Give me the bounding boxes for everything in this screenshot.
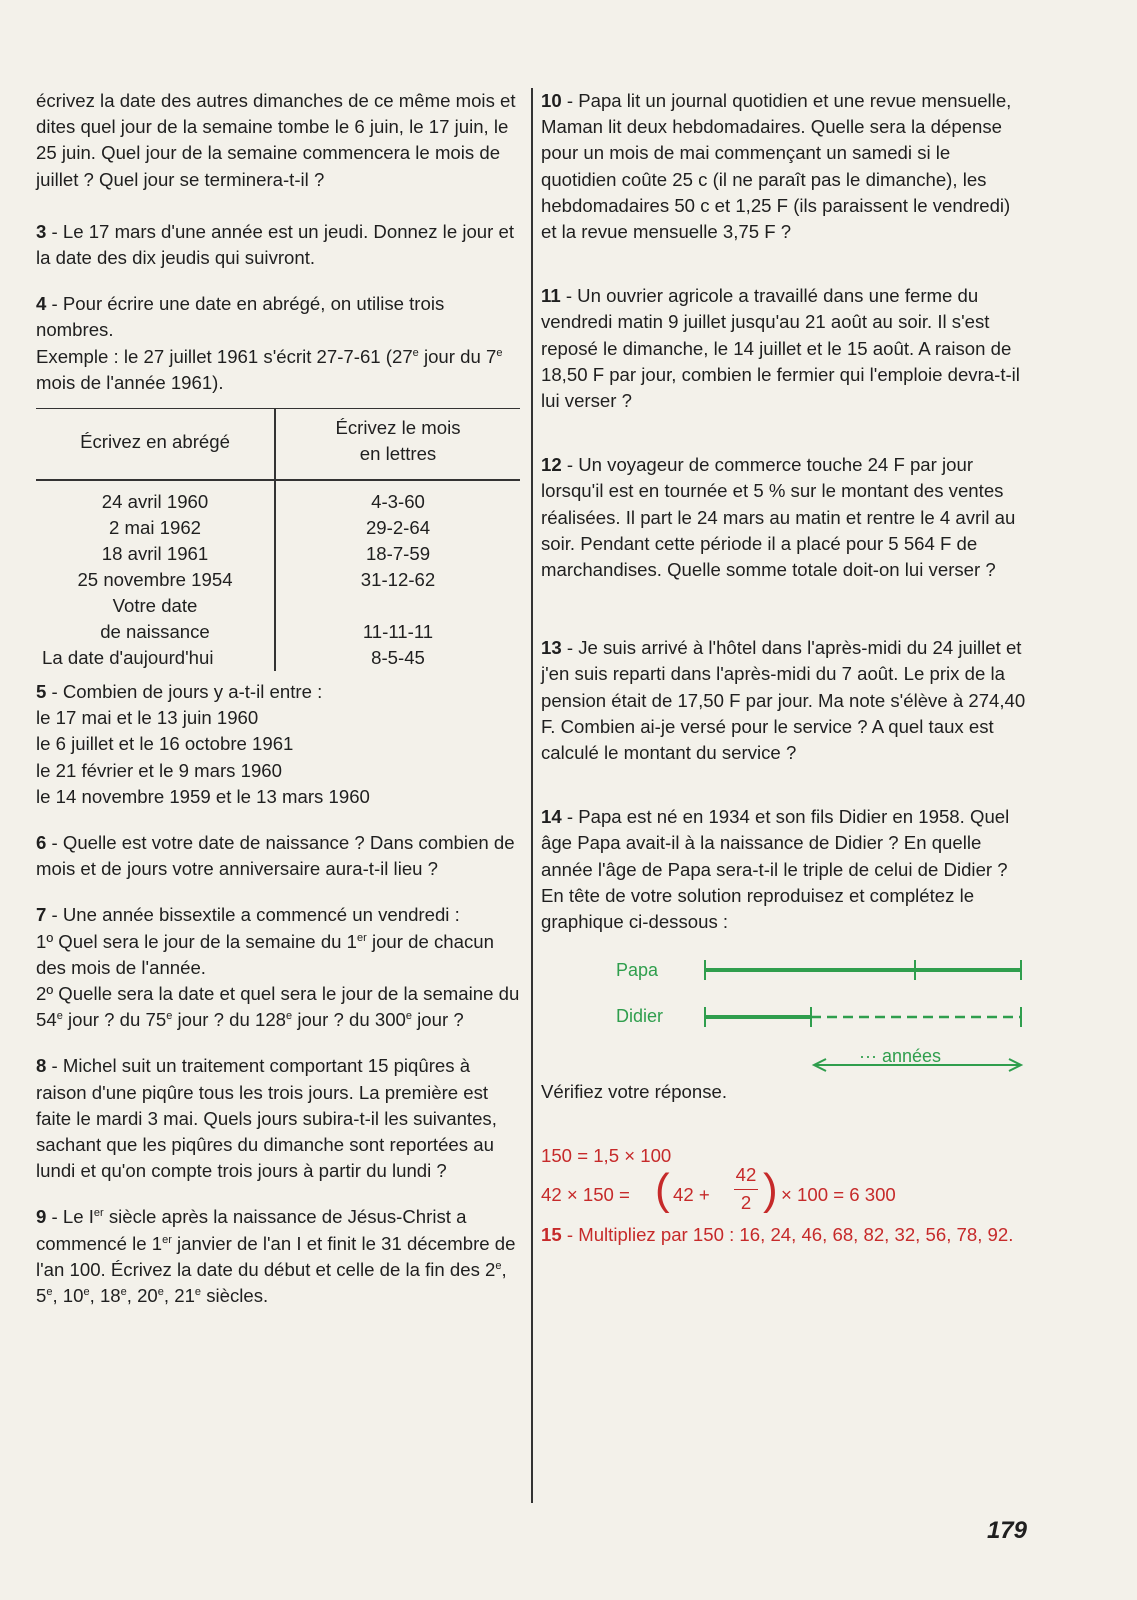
column-divider — [531, 88, 533, 1503]
page-number: 179 — [986, 1517, 1027, 1544]
age-graphic — [541, 955, 1027, 1075]
exercise-8: 8 - Michel suit un traitement comportant 15 piqûres à raison d'une piqûre tous les trois jours. La première est faite le mardi 3 mai. Quels jours subira-t-il les suivantes, sachant que les piqûres du dimanche sont reportées au lundi et qu'on compte trois jours à partir du lundi ? — [36, 1055, 497, 1182]
exercise-15: 15 - Multipliez par 150 : 16, 24, 46, 68, 82, 32, 56, 78, 92. — [541, 1223, 1014, 1245]
table-column-abbrev — [36, 489, 274, 671]
table-cell: 25 novembre 1954 — [77, 569, 233, 591]
table-cell: 24 avril 1960 — [101, 491, 209, 513]
exercise-12: 12 - Un voyageur de commerce touche 24 F par jour lorsqu'il est en tournée et 5 % sur le montant des ventes réalisées. Il part le 24 mars au matin et rentre le 4 avril au soir. Pendant cette période il a placé pour 5 564 F de marchandises. Quelle somme totale doit-on lui verser ? — [541, 454, 1016, 581]
table-cell: 18 avril 1961 — [101, 543, 209, 565]
exercise-3: 3 - Le 17 mars d'une année est un jeudi. Donnez le jour et la date des dix jeudis qui suivront. — [36, 220, 515, 269]
exercise-6: 6 - Quelle est votre date de naissance ? Dans combien de mois et de jours votre anniversaire aura-t-il lieu ? — [36, 832, 515, 880]
table-cell: 8-5-45 — [371, 647, 425, 669]
math-line-1: 150 = 1,5 × 100 — [541, 1145, 672, 1167]
table-cell: 18-7-59 — [365, 543, 431, 565]
graph-label-years: ··· années — [859, 1046, 942, 1067]
exercise-13: 13 - Je suis arrivé à l'hôtel dans l'après-midi du 24 juillet et j'en suis reparti dans l'après-midi du 7 août. Le prix de la pension était de 17,50 F par jour. Ma note s'élève à 274,40 F. Combien ai-je versé pour le service ? A quel taux est calculé le montant du service ? — [541, 637, 1026, 764]
graph-label-papa: Papa — [616, 960, 659, 981]
right-column — [541, 88, 1027, 1248]
graph-lines — [541, 955, 1027, 1075]
table-cell: 29-2-64 — [365, 517, 431, 539]
table-cell: 4-3-60 — [371, 491, 425, 513]
date-table — [36, 408, 520, 671]
exercise-4: 4 - Pour écrire une date en abrégé, on utilise trois nombres. Exemple : le 27 juillet 1961 s'écrit 27-7-61 (27e jour du 7e mois de l'année 1961). — [36, 293, 503, 393]
table-header-letters: Écrivez le mois en lettres — [335, 417, 461, 465]
table-cell: de naissance — [100, 621, 210, 643]
table-header-abbrev: Écrivez en abrégé — [80, 431, 230, 453]
intro-paragraph: écrivez la date des autres dimanches de ce même mois et dites quel jour de la semaine tombe le 6 juin, le 17 juin, le 25 juin. Quel jour de la semaine commencera le mois de juillet ? Quel jour se terminera-t-il ? — [36, 90, 516, 190]
table-header-rule — [36, 479, 520, 481]
exercise-14: 14 - Papa est né en 1934 et son fils Didier en 1958. Quel âge Papa avait-il à la naissance de Didier ? En quelle année l'âge de Papa sera-t-il le triple de celui de Didier ? En tête de votre solution reproduisez et complétez le graphique ci-dessous : — [541, 806, 1010, 933]
table-cell: La date d'aujourd'hui — [42, 647, 214, 669]
table-cell: 31-12-62 — [360, 569, 436, 591]
exercise-9: 9 - Le Ier siècle après la naissance de Jésus-Christ a commencé le 1er janvier de l'an I et finit le 31 décembre de l'an 100. Écrivez la date du début et celle de la fin des 2e, 5e, 10e, 18e, 20e, 21e siècles. — [36, 1206, 516, 1307]
left-column — [36, 88, 520, 1309]
verify-text: Vérifiez votre réponse. — [541, 1081, 728, 1103]
exercise-11: 11 - Un ouvrier agricole a travaillé dans une ferme du vendredi matin 9 juillet jusqu'au 21 août au soir. Il s'est reposé le dimanche, le 14 juillet et le 15 août. A raison de 18,50 F par jour, combien le fermier qui l'emploie devra-t-il lui verser ? — [541, 285, 1020, 412]
table-cell: 2 mai 1962 — [109, 517, 201, 539]
table-cell — [276, 593, 520, 619]
graph-label-didier: Didier — [616, 1006, 664, 1027]
table-cell: Votre date — [112, 595, 198, 617]
exercise-10: 10 - Papa lit un journal quotidien et une revue mensuelle, Maman lit deux hebdomadaires. Quelle sera la dépense pour un mois de mai commençant un samedi si le quotidien coûte 25 c (il ne paraît pas le dimanche), les hebdomadaires 50 c et 1,25 F (ils paraissent le vendredi) et la revue mensuelle 3,75 F ? — [541, 90, 1012, 243]
math-line-2: 42 × 150 = ( 42 + 42 2 ) × 100 = 6 300 — [541, 1163, 896, 1214]
exercise-7: 7 - Une année bissextile a commencé un vendredi : 1º Quel sera le jour de la semaine du 1er jour de chacun des mois de l'année. 2º Quelle sera la date et quel sera le jour de la semaine du 54e jour ? du 75e jour ? du 128e jour ? du 300e jour ? — [36, 904, 520, 1031]
table-cell: 11-11-11 — [362, 621, 434, 643]
exercise-5: 5 - Combien de jours y a-t-il entre : le 17 mai et le 13 juin 1960 le 6 juillet et le 16 octobre 1961 le 21 février et le 9 mars 1960 le 14 novembre 1959 et le 13 mars 1960 — [36, 681, 370, 807]
math-example — [541, 1143, 1027, 1213]
table-column-letters — [276, 489, 520, 671]
